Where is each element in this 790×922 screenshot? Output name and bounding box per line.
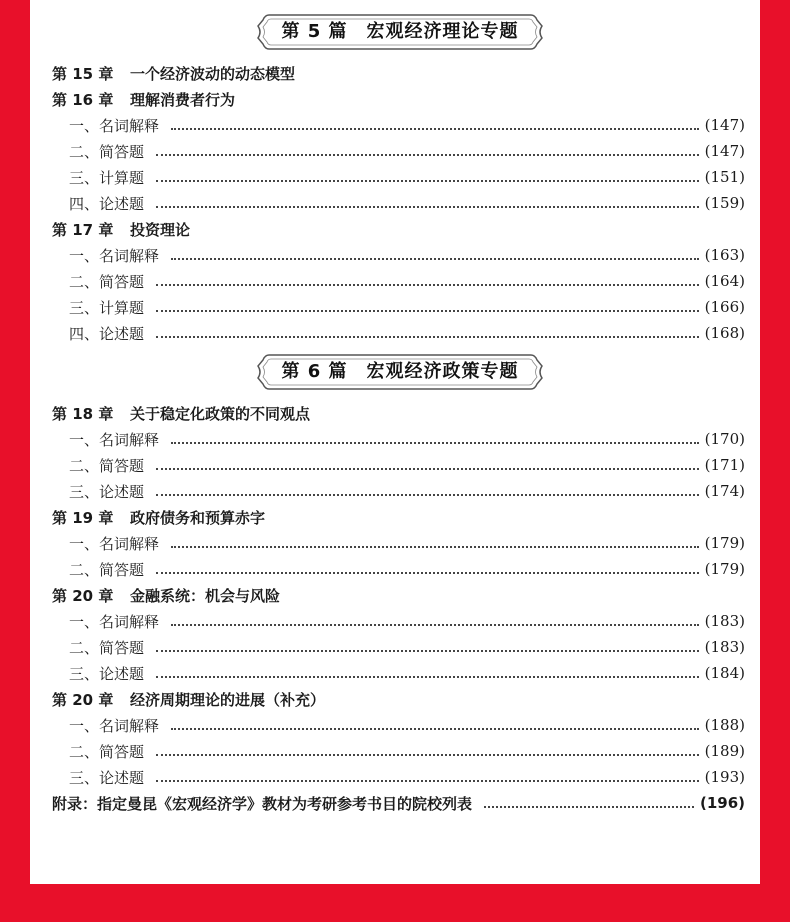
- dot-leader: [156, 649, 699, 652]
- page-number: (183): [704, 612, 745, 630]
- toc-entry: [52, 530, 745, 556]
- page-number: (151): [704, 168, 745, 186]
- page-number: (174): [704, 482, 745, 500]
- dot-leader: [156, 493, 699, 496]
- page-number: (189): [704, 742, 745, 760]
- toc-entry: [52, 608, 745, 634]
- dot-leader: [171, 623, 699, 626]
- entry-label: 三、计算题: [69, 168, 145, 187]
- dot-leader: [171, 727, 699, 730]
- entry-label: 三、论述题: [69, 768, 145, 787]
- dot-leader: [156, 335, 699, 338]
- entry-label: 二、简答题: [69, 560, 145, 579]
- toc-entry: [52, 164, 745, 190]
- page-number: (147): [704, 116, 745, 134]
- toc-entry: [52, 320, 745, 346]
- chapter-heading: [52, 582, 745, 608]
- page-number: (164): [704, 272, 745, 290]
- part-banner: [255, 12, 545, 52]
- toc-page: [30, 0, 760, 884]
- page-number: (184): [704, 664, 745, 682]
- page-number: (183): [704, 638, 745, 656]
- dot-leader: [156, 675, 699, 678]
- chapter-number: 第 18 章: [52, 404, 114, 423]
- dot-leader: [156, 283, 699, 286]
- toc-entry: [52, 452, 745, 478]
- entry-label: 一、名词解释: [69, 612, 160, 631]
- toc-entry: [52, 112, 745, 138]
- toc-entry: [52, 712, 745, 738]
- chapter-title: 一个经济波动的动态模型: [130, 64, 296, 83]
- chapter-number: 第 19 章: [52, 508, 114, 527]
- dot-leader: [171, 127, 699, 130]
- page-number: (196): [699, 794, 745, 812]
- entry-label: 一、名词解释: [69, 430, 160, 449]
- chapter-heading: [52, 686, 745, 712]
- page-number: (170): [704, 430, 745, 448]
- toc-entry: [52, 634, 745, 660]
- page-number: (179): [704, 534, 745, 552]
- dot-leader: [484, 805, 694, 808]
- dot-leader: [171, 545, 699, 548]
- toc-entry: [52, 660, 745, 686]
- chapter-title: 金融系统：机会与风险: [130, 586, 281, 605]
- chapter-number: 第 17 章: [52, 220, 114, 239]
- entry-label: 二、简答题: [69, 272, 145, 291]
- page-number: (171): [704, 456, 745, 474]
- chapter-title: 经济周期理论的进展（补充）: [130, 690, 326, 709]
- part-title: 第 5 篇 宏观经济理论专题: [281, 21, 519, 42]
- dot-leader: [156, 153, 699, 156]
- entry-label: 三、论述题: [69, 482, 145, 501]
- toc-entry: [52, 738, 745, 764]
- chapter-title: 政府债务和预算赤字: [130, 508, 266, 527]
- page-number: (159): [704, 194, 745, 212]
- dot-leader: [156, 309, 699, 312]
- toc-entry: [52, 556, 745, 582]
- toc-entry: [52, 138, 745, 164]
- chapter-number: 第 15 章: [52, 64, 114, 83]
- entry-label: 二、简答题: [69, 456, 145, 475]
- page-number: (163): [704, 246, 745, 264]
- part-banner: [255, 352, 545, 392]
- toc-entry: [52, 426, 745, 452]
- page-number: (179): [704, 560, 745, 578]
- chapter-number: 第 16 章: [52, 90, 114, 109]
- dot-leader: [156, 753, 699, 756]
- chapter-title: 关于稳定化政策的不同观点: [130, 404, 311, 423]
- entry-label: 一、名词解释: [69, 534, 160, 553]
- chapter-number: 第 20 章: [52, 690, 114, 709]
- chapter-heading: [52, 504, 745, 530]
- toc-entry: [52, 294, 745, 320]
- toc-entry: [52, 764, 745, 790]
- dot-leader: [171, 257, 699, 260]
- dot-leader: [156, 179, 699, 182]
- chapter-number: 第 20 章: [52, 586, 114, 605]
- page-number: (188): [704, 716, 745, 734]
- chapter-heading: [52, 790, 745, 816]
- entry-label: 二、简答题: [69, 742, 145, 761]
- dot-leader: [156, 467, 699, 470]
- entry-label: 二、简答题: [69, 142, 145, 161]
- page-number: (147): [704, 142, 745, 160]
- toc-entry: [52, 268, 745, 294]
- chapter-heading: [52, 86, 745, 112]
- chapter-heading: [52, 216, 745, 242]
- chapter-title: 投资理论: [130, 220, 191, 239]
- entry-label: 三、计算题: [69, 298, 145, 317]
- chapter-heading: [52, 60, 745, 86]
- toc-entry: [52, 190, 745, 216]
- dot-leader: [171, 441, 699, 444]
- dot-leader: [156, 205, 699, 208]
- page-number: (168): [704, 324, 745, 342]
- chapter-title: 附录：指定曼昆《宏观经济学》教材为考研参考书目的院校列表: [52, 794, 473, 813]
- page-number: (166): [704, 298, 745, 316]
- entry-label: 一、名词解释: [69, 246, 160, 265]
- entry-label: 二、简答题: [69, 638, 145, 657]
- dot-leader: [156, 571, 699, 574]
- part-title: 第 6 篇 宏观经济政策专题: [281, 361, 519, 382]
- entry-label: 三、论述题: [69, 664, 145, 683]
- chapter-heading: [52, 400, 745, 426]
- toc-entry: [52, 478, 745, 504]
- toc-entry: [52, 242, 745, 268]
- entry-label: 一、名词解释: [69, 116, 160, 135]
- page-number: (193): [704, 768, 745, 786]
- entry-label: 四、论述题: [69, 324, 145, 343]
- entry-label: 一、名词解释: [69, 716, 160, 735]
- chapter-title: 理解消费者行为: [130, 90, 236, 109]
- entry-label: 四、论述题: [69, 194, 145, 213]
- dot-leader: [156, 779, 699, 782]
